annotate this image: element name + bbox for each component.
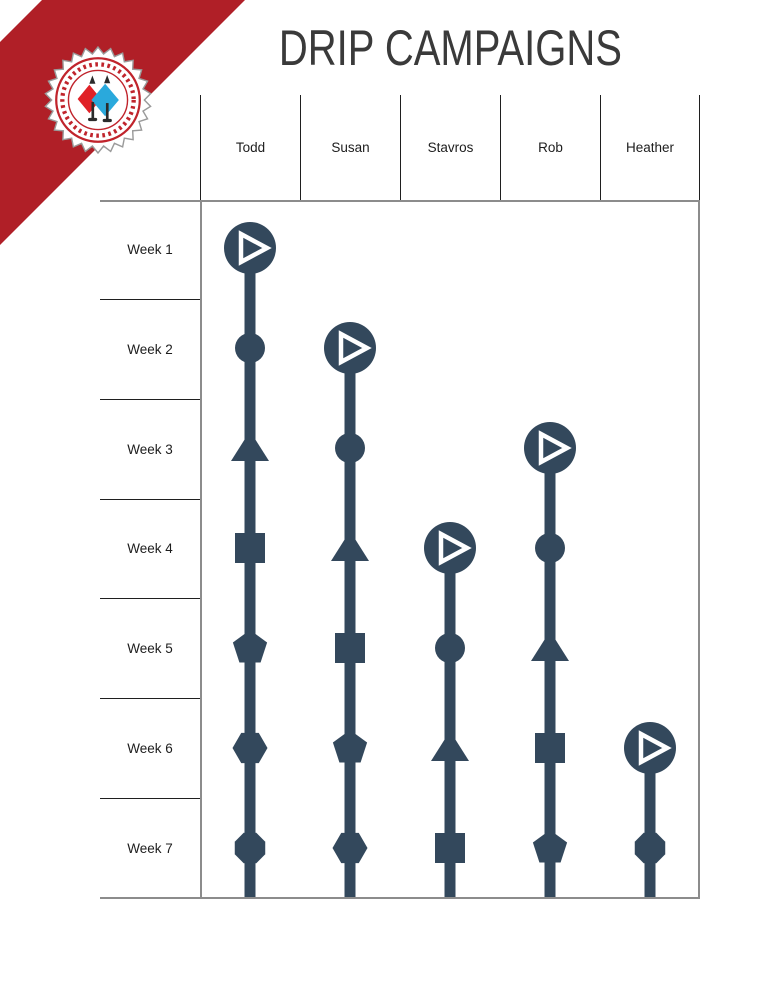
column-header-label: Todd — [235, 140, 266, 155]
column-header-label: Stavros — [427, 140, 474, 155]
week-row-label: Week 3 — [100, 400, 200, 500]
week-row-label: Week 4 — [100, 500, 200, 600]
marker-pentagon — [333, 730, 367, 763]
marker-triangle — [531, 631, 569, 661]
page-title-text: DRIP CAMPAIGNS — [278, 20, 622, 76]
timeline-todd — [224, 222, 276, 897]
marker-hexagon — [333, 833, 368, 863]
week-row-label: Week 2 — [100, 300, 200, 400]
marker-triangle — [231, 431, 269, 461]
marker-circle — [335, 433, 365, 463]
marker-circle — [435, 633, 465, 663]
chart-frame — [100, 200, 700, 899]
marker-square — [235, 533, 265, 563]
marker-triangle — [431, 731, 469, 761]
marker-hexagon — [233, 733, 268, 763]
timeline-susan — [324, 322, 376, 897]
column-header-label: Susan — [331, 140, 370, 155]
marker-circle — [535, 533, 565, 563]
column-header-label: Rob — [538, 140, 563, 155]
week-row-label: Week 1 — [100, 200, 200, 300]
timeline-stavros — [424, 522, 476, 897]
marker-square — [435, 833, 465, 863]
marker-square — [335, 633, 365, 663]
marker-triangle — [331, 531, 369, 561]
timeline-heather — [624, 722, 676, 897]
week-row-label: Week 7 — [127, 841, 173, 857]
marker-pentagon — [233, 630, 267, 663]
marker-octagon — [635, 833, 665, 863]
marker-pentagon — [533, 830, 567, 863]
column-header-label: Heather — [625, 140, 675, 155]
marker-square — [535, 733, 565, 763]
marker-octagon — [235, 833, 265, 863]
week-row-label: Week 6 — [100, 699, 200, 799]
timelines-layer — [224, 222, 676, 897]
week-row-label: Week 5 — [100, 599, 200, 699]
marker-circle — [235, 333, 265, 363]
timeline-rob — [524, 422, 576, 897]
